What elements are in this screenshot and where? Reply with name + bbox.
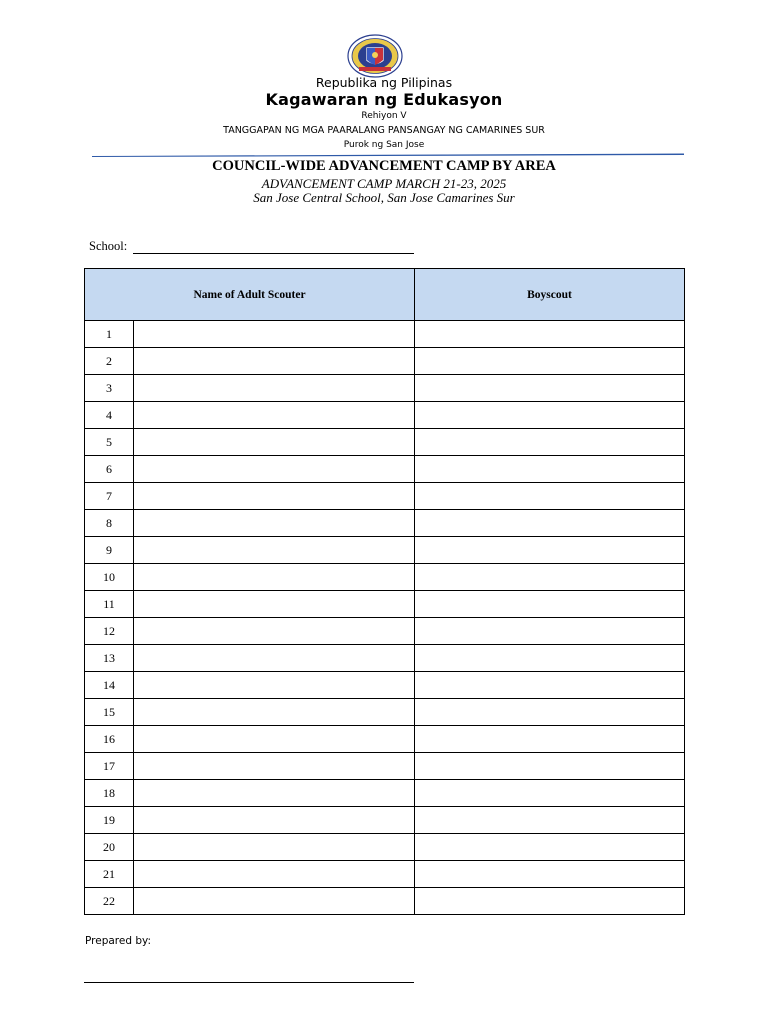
row-number: 7	[85, 483, 134, 510]
table-row	[85, 564, 685, 591]
adult-scouter-cell[interactable]	[134, 564, 415, 591]
table-row	[85, 726, 685, 753]
table-row	[85, 348, 685, 375]
boyscout-cell[interactable]	[415, 510, 685, 537]
boyscout-cell[interactable]	[415, 672, 685, 699]
boyscout-cell[interactable]	[415, 834, 685, 861]
table-row	[85, 618, 685, 645]
column-header-boyscout: Boyscout	[415, 269, 685, 321]
row-number: 13	[85, 645, 134, 672]
boyscout-cell[interactable]	[415, 807, 685, 834]
boyscout-cell[interactable]	[415, 402, 685, 429]
boyscout-cell[interactable]	[415, 429, 685, 456]
table-row	[85, 402, 685, 429]
boyscout-cell[interactable]	[415, 618, 685, 645]
row-number: 21	[85, 861, 134, 888]
boyscout-cell[interactable]	[415, 645, 685, 672]
adult-scouter-cell[interactable]	[134, 483, 415, 510]
table-row	[85, 321, 685, 348]
boyscout-cell[interactable]	[415, 861, 685, 888]
row-number: 10	[85, 564, 134, 591]
adult-scouter-cell[interactable]	[134, 780, 415, 807]
table-row	[85, 645, 685, 672]
scouter-table	[84, 268, 685, 915]
document-subtitle: ADVANCEMENT CAMP MARCH 21-23, 2025	[261, 176, 507, 191]
table-row	[85, 807, 685, 834]
row-number: 17	[85, 753, 134, 780]
row-number: 20	[85, 834, 134, 861]
adult-scouter-cell[interactable]	[134, 537, 415, 564]
adult-scouter-cell[interactable]	[134, 861, 415, 888]
row-number: 19	[85, 807, 134, 834]
adult-scouter-cell[interactable]	[134, 672, 415, 699]
row-number: 16	[85, 726, 134, 753]
boyscout-cell[interactable]	[415, 483, 685, 510]
row-number: 12	[85, 618, 134, 645]
document-title: COUNCIL-WIDE ADVANCEMENT CAMP BY AREA	[212, 158, 556, 174]
table-row	[85, 456, 685, 483]
header-divider	[92, 153, 684, 157]
adult-scouter-cell[interactable]	[134, 726, 415, 753]
adult-scouter-cell[interactable]	[134, 321, 415, 348]
table-row	[85, 861, 685, 888]
signature-line[interactable]	[84, 982, 414, 983]
row-number: 8	[85, 510, 134, 537]
adult-scouter-cell[interactable]	[134, 618, 415, 645]
table-row	[85, 888, 685, 915]
boyscout-cell[interactable]	[415, 537, 685, 564]
adult-scouter-cell[interactable]	[134, 888, 415, 915]
boyscout-cell[interactable]	[415, 591, 685, 618]
row-number: 18	[85, 780, 134, 807]
adult-scouter-cell[interactable]	[134, 456, 415, 483]
boyscout-cell[interactable]	[415, 780, 685, 807]
adult-scouter-cell[interactable]	[134, 753, 415, 780]
adult-scouter-cell[interactable]	[134, 834, 415, 861]
boyscout-cell[interactable]	[415, 456, 685, 483]
boyscout-cell[interactable]	[415, 348, 685, 375]
boyscout-cell[interactable]	[415, 726, 685, 753]
adult-scouter-cell[interactable]	[134, 429, 415, 456]
table-row	[85, 591, 685, 618]
school-field-line[interactable]	[133, 253, 414, 254]
document-venue: San Jose Central School, San Jose Camarines Sur	[253, 190, 515, 205]
table-row	[85, 375, 685, 402]
boyscout-cell[interactable]	[415, 375, 685, 402]
row-number: 2	[85, 348, 134, 375]
row-number: 1	[85, 321, 134, 348]
adult-scouter-cell[interactable]	[134, 807, 415, 834]
boyscout-cell[interactable]	[415, 321, 685, 348]
table-row	[85, 834, 685, 861]
row-number: 11	[85, 591, 134, 618]
table-row	[85, 780, 685, 807]
prepared-by-label: Prepared by:	[85, 935, 151, 947]
row-number: 22	[85, 888, 134, 915]
boyscout-cell[interactable]	[415, 699, 685, 726]
boyscout-cell[interactable]	[415, 564, 685, 591]
deped-seal-icon	[346, 34, 404, 78]
adult-scouter-cell[interactable]	[134, 591, 415, 618]
adult-scouter-cell[interactable]	[134, 699, 415, 726]
adult-scouter-cell[interactable]	[134, 348, 415, 375]
table-row	[85, 483, 685, 510]
republic-heading: Republika ng Pilipinas	[315, 75, 453, 90]
row-number: 9	[85, 537, 134, 564]
row-number: 14	[85, 672, 134, 699]
row-number: 5	[85, 429, 134, 456]
table-row	[85, 537, 685, 564]
adult-scouter-cell[interactable]	[134, 375, 415, 402]
division-office-heading: TANGGAPAN NG MGA PAARALANG PANSANGAY NG CAMARINES SUR	[223, 125, 545, 136]
boyscout-cell[interactable]	[415, 753, 685, 780]
table-row	[85, 672, 685, 699]
table-row	[85, 699, 685, 726]
table-row	[85, 429, 685, 456]
row-number: 6	[85, 456, 134, 483]
region-heading: Rehiyon V	[361, 111, 407, 121]
department-heading: Kagawaran ng Edukasyon	[265, 90, 503, 109]
adult-scouter-cell[interactable]	[134, 402, 415, 429]
table-header-row	[85, 269, 685, 321]
boyscout-cell[interactable]	[415, 888, 685, 915]
school-label: School:	[89, 239, 128, 253]
row-number: 15	[85, 699, 134, 726]
adult-scouter-cell[interactable]	[134, 645, 415, 672]
row-number: 3	[85, 375, 134, 402]
district-heading: Purok ng San Jose	[343, 140, 425, 150]
column-header-adult-scouter: Name of Adult Scouter	[85, 269, 415, 321]
adult-scouter-cell[interactable]	[134, 510, 415, 537]
table-row	[85, 753, 685, 780]
table-row	[85, 510, 685, 537]
row-number: 4	[85, 402, 134, 429]
